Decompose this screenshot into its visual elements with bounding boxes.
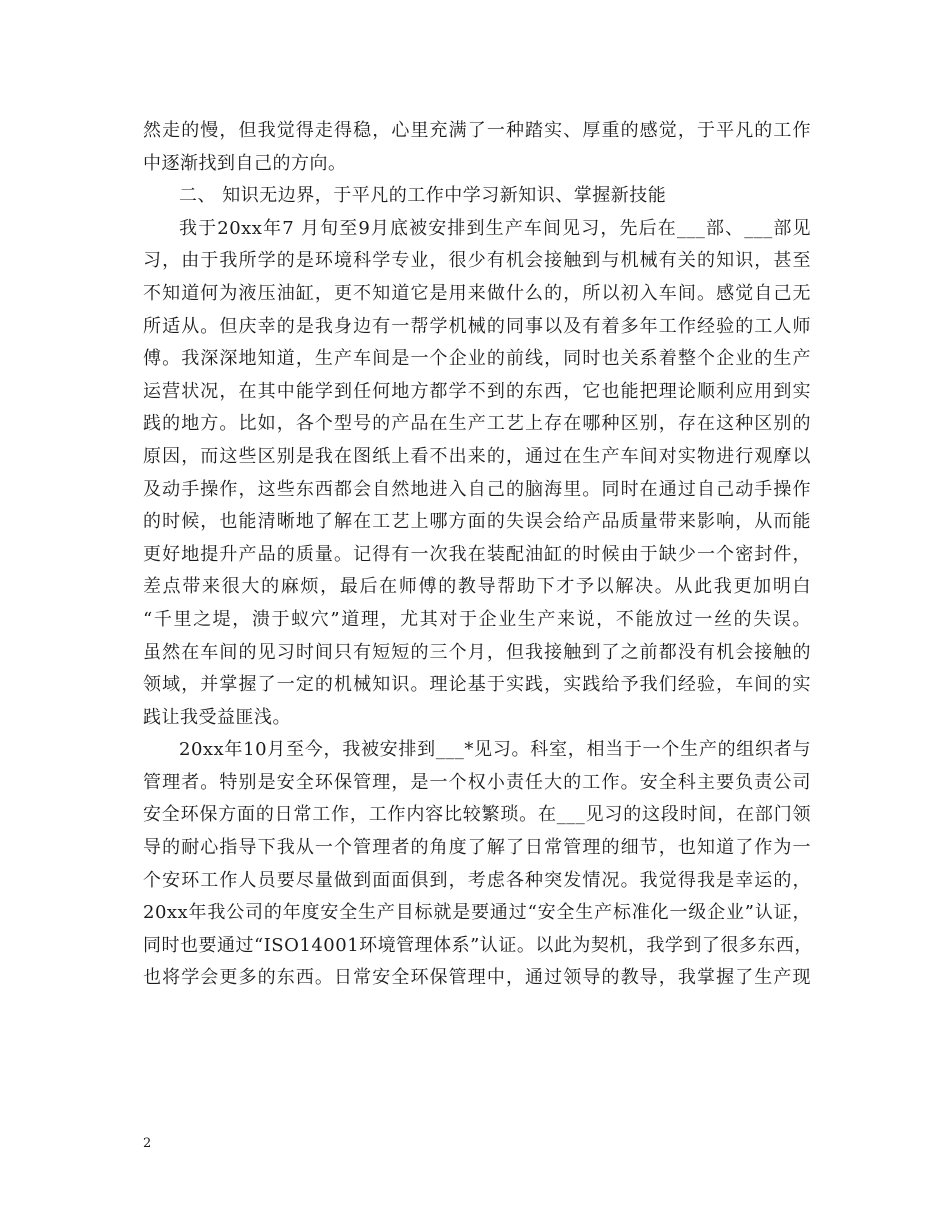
text-line: 同时也要通过“ISO14001环境管理体系”认证。以此为契机，我学到了很多东西， (143, 934, 813, 956)
text-line: 的时候，也能清晰地了解在工艺上哪方面的失误会给产品质量带来影响，从而能 (143, 511, 811, 533)
text-line: 然走的慢，但我觉得走得稳，心里充满了一种踏实、厚重的感觉，于平凡的工作 (143, 120, 811, 141)
text-line: 我于20xx年7 月旬至9月底被安排到生产车间见习，先后在___部、___部见 (179, 217, 811, 239)
text-line: 也将学会更多的东西。日常安全环保管理中，通过领导的教导，我掌握了生产现 (143, 967, 811, 989)
text-line: 运营状况，在其中能学到任何地方都学不到的东西，它也能把理论顺利应用到实 (143, 380, 811, 402)
text-line: “千里之堤，溃于蚁穴”道理，尤其对于企业生产来说，不能放过一丝的失误。 (143, 608, 811, 630)
text-line: 践的地方。比如，各个型号的产品在生产工艺上存在哪种区别，存在这种区别的 (143, 413, 811, 435)
text-line: 20xx年10月至今，我被安排到___*见习。科室，相当于一个生产的组织者与 (179, 739, 811, 761)
text-line: 原因，而这些区别是我在图纸上看不出来的，通过在生产车间对实物进行观摩以 (143, 445, 811, 467)
text-line: 更好地提升产品的质量。记得有一次我在装配油缸的时候由于缺少一个密封件， (143, 543, 811, 565)
page-number: 2 (143, 1136, 152, 1151)
text-line: 虽然在车间的见习时间只有短短的三个月，但我接触到了之前都没有机会接触的 (143, 641, 811, 663)
document-body (143, 115, 811, 995)
section-heading: 二、 知识无边界，于平凡的工作中学习新知识、掌握新技能 (179, 185, 667, 207)
text-line: 个安环工作人员要尽量做到面面俱到，考虑各种突发情况。我觉得我是幸运的， (143, 869, 811, 891)
text-line: 傅。我深深地知道，生产车间是一个企业的前线，同时也关系着整个企业的生产 (143, 348, 811, 370)
text-line: 导的耐心指导下我从一个管理者的角度了解了日常管理的细节，也知道了作为一 (143, 837, 811, 859)
text-line: 20xx年我公司的年度安全生产目标就是要通过“安全生产标准化一级企业”认证， (143, 902, 811, 924)
text-line: 中逐渐找到自己的方向。 (143, 152, 347, 174)
text-line: 习，由于我所学的是环境科学专业，很少有机会接触到与机械有关的知识，甚至 (143, 250, 811, 272)
text-line: 安全环保方面的日常工作，工作内容比较繁琐。在___见习的这段时间，在部门领 (143, 804, 811, 826)
text-line: 践让我受益匪浅。 (143, 706, 291, 728)
text-line: 及动手操作，这些东西都会自然地进入自己的脑海里。同时在通过自己动手操作 (143, 478, 811, 500)
text-line: 领域，并掌握了一定的机械知识。理论基于实践，实践给予我们经验，车间的实 (143, 674, 811, 696)
text-line: 不知道何为液压油缸，更不知道它是用来做什么的，所以初入车间。感觉自己无 (143, 282, 811, 304)
text-line: 管理者。特别是安全环保管理，是一个权小责任大的工作。安全科主要负责公司 (143, 771, 811, 793)
text-line: 所适从。但庆幸的是我身边有一帮学机械的同事以及有着多年工作经验的工人师 (143, 315, 811, 337)
text-line: 差点带来很大的麻烦，最后在师傅的教导帮助下才予以解决。从此我更加明白 (143, 576, 811, 598)
